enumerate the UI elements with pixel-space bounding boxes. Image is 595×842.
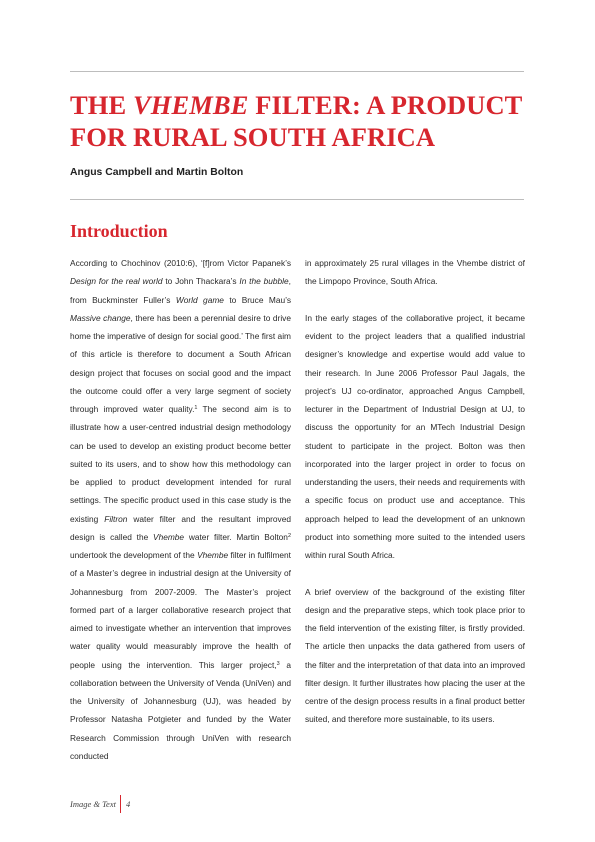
section-rule [70,199,524,200]
footnote-ref: 3 [276,660,280,667]
section-heading: Introduction [70,221,168,241]
footnote-ref: 1 [194,405,198,411]
intro-paragraph: According to Chochinov (2010:6), ‘[f]rom Victor Papanek’s Design for the real world to John Thackara’s In the bubble, from Buckminster Fuller’s World game to Bruce Mau’s Massive change, there has been a perennial desire to drive home the imperative of design for social good.’ The first aim of this article is therefore to document a South African design project that focuses on social good and the impact the outcome could offer a very large segment of society through improved water quality.$^1$ The second aim is to illustrate how a user-centred industrial design methodology can be used to develop an existing product become better suited to its users, and to show how this methodology can be applied to product development intended for rural settings. The specific product used in this case study is the existing Filtron water filter and the resultant improved design is called the Vhembe water filter. Martin Bolton$^2$ undertook the development of the Vhembe filter in fulfilment of a Master’s degree in industrial design at the University of Johannesburg from 2007-2009. The Master’s project formed part of a larger collaborative research project that aimed to investigate whether an intervention that improves water quality would measurably improve the health of people using the intervention. This larger project,$^3$ a collaboration between the University of Venda (UniVen) and the University of Johannesburg (UJ), was headed by Professor Natasha Potgieter and funded by the Water Research Commission through UniVen with research conducted [70,258,292,761]
paragraph-overview: A brief overview of the background of the existing filter design and the preparative steps, which took place prior to the field intervention of the existing filter, is firstly provided. The article then unpacks the data gathered from users of the filter and the interpretation of that data into an improved filter design. It further illustrates how placing the user at the centre of the design process results in a final product better suited, and therefore more sustainable, to its users. [305,586,525,725]
right-column [305,254,525,729]
footnote-ref: 2 [287,532,291,539]
paragraph-continuation: in approximately 25 rural villages in the Vhembe district of the Limpopo Province, South Africa. [305,258,525,287]
article-authors: Angus Campbell and Martin Bolton [70,167,244,178]
left-column [70,254,291,765]
page-footer [70,795,130,813]
journal-name: Image & Text [70,799,116,809]
page-number: 4 [125,799,131,809]
footer-divider [120,795,121,813]
top-rule [70,71,524,72]
article-title: THE VHEMBE FILTER: A PRODUCT FOR RURAL SOUTH AFRICA [70,90,522,152]
paragraph-collaboration: In the early stages of the collaborative project, it became evident to the project leaders that a qualified industrial designer’s knowledge and expertise would add value to their research. In June 2006 Professor Paul Jagals, the project’s UJ co-ordinator, approached Angus Campbell, lecturer in the Department of Industrial Design at UJ, to discuss the opportunity for an MTech Industrial Design student to participate in the project. Bolton was then incorporated into the larger project in order to focus on understanding the users, their needs and requirements with a specific focus on product use and acceptance. This approach helped to lead the development of an unknown product into something more suited to the intended users within rural South Africa. [305,312,525,560]
